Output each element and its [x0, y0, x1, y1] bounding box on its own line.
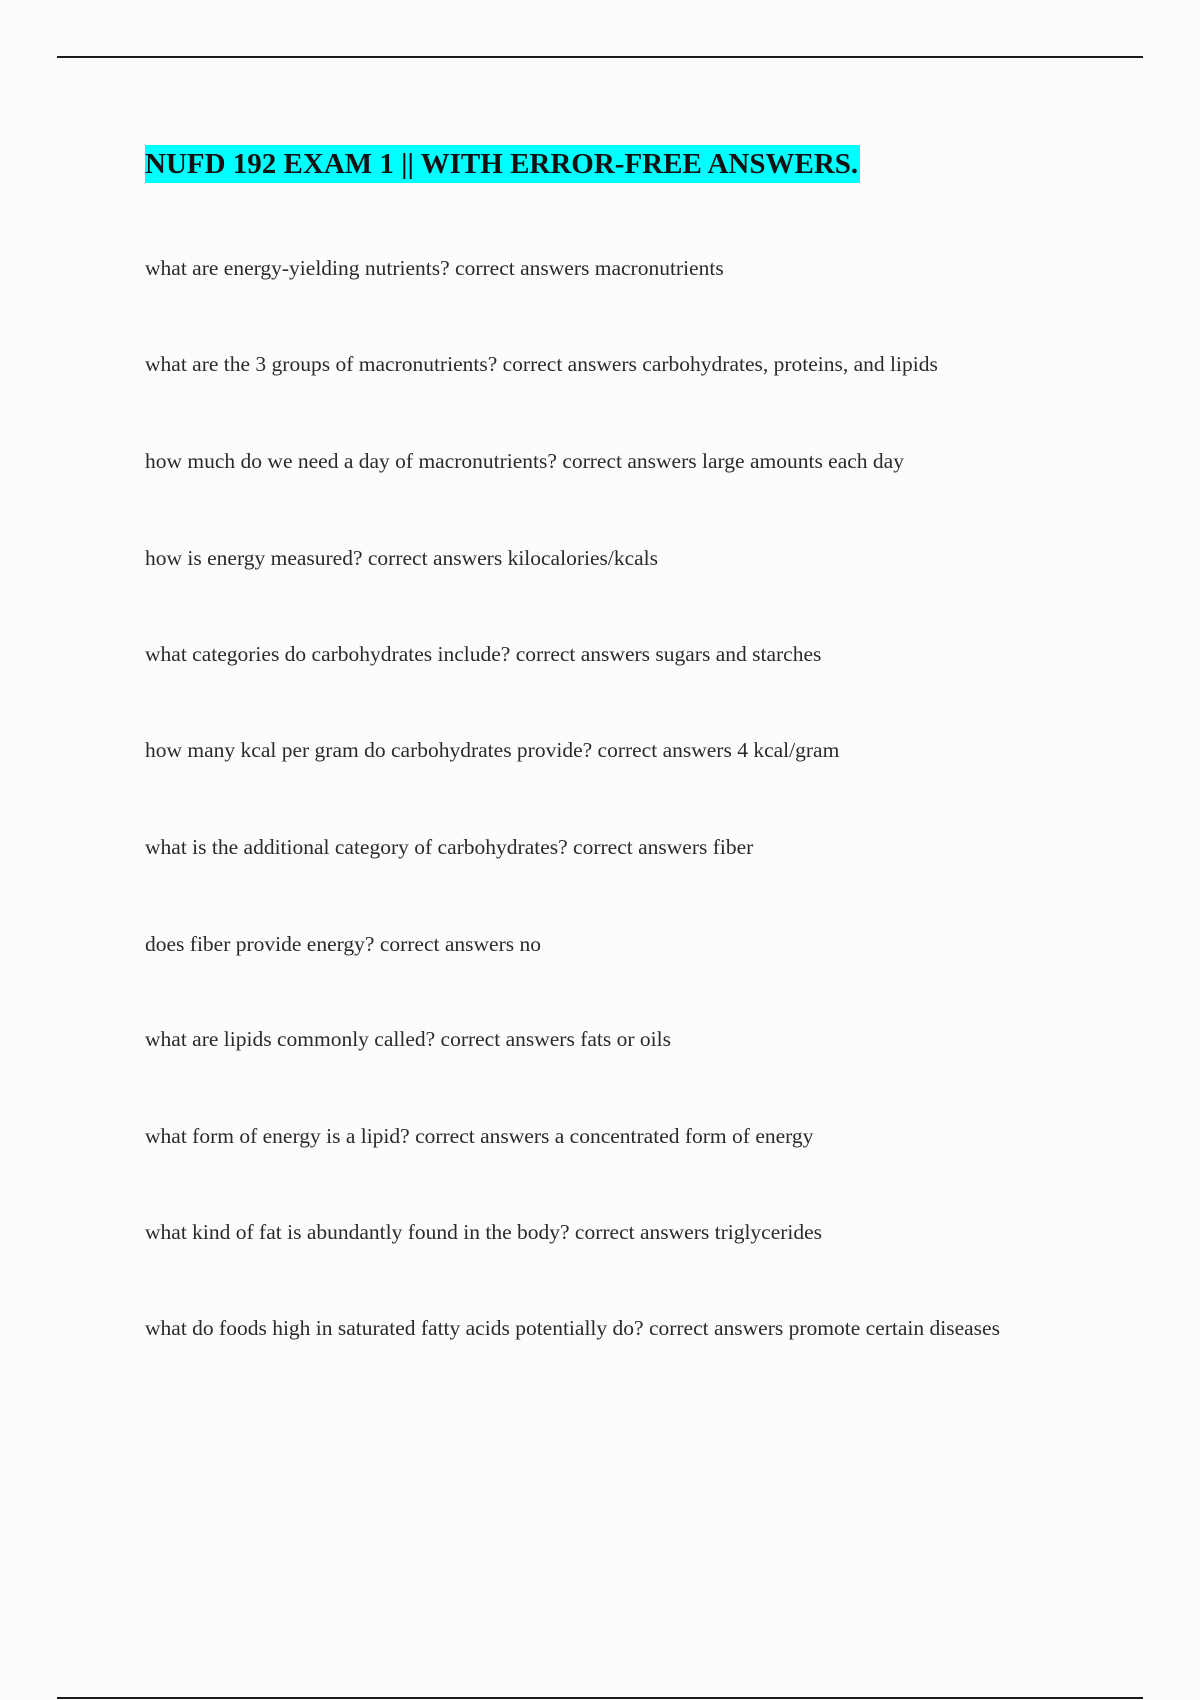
- qa-item-7: what is the additional category of carbohydrates? correct answers fiber: [145, 835, 754, 859]
- qa-item-1: what are energy-yielding nutrients? correct answers macronutrients: [145, 256, 724, 280]
- qa-item-5: what categories do carbohydrates include? correct answers sugars and starches: [145, 642, 822, 666]
- qa-item-10: what form of energy is a lipid? correct answers a concentrated form of energy: [145, 1124, 814, 1148]
- document-title: NUFD 192 EXAM 1 || WITH ERROR-FREE ANSWERS.: [145, 145, 860, 183]
- title-block: [145, 145, 860, 183]
- qa-item-2: what are the 3 groups of macronutrients? correct answers carbohydrates, proteins, and lipids: [145, 352, 938, 376]
- qa-item-3: how much do we need a day of macronutrients? correct answers large amounts each day: [145, 449, 904, 473]
- bottom-rule: [57, 1697, 1143, 1699]
- top-rule: [57, 56, 1143, 58]
- qa-item-8: does fiber provide energy? correct answers no: [145, 932, 541, 956]
- qa-item-11: what kind of fat is abundantly found in the body? correct answers triglycerides: [145, 1220, 823, 1244]
- qa-item-4: how is energy measured? correct answers kilocalories/kcals: [145, 546, 659, 570]
- qa-item-6: how many kcal per gram do carbohydrates provide? correct answers 4 kcal/gram: [145, 738, 840, 762]
- qa-item-12: what do foods high in saturated fatty acids potentially do? correct answers promote certain diseases: [145, 1316, 1000, 1340]
- qa-item-9: what are lipids commonly called? correct answers fats or oils: [145, 1027, 671, 1051]
